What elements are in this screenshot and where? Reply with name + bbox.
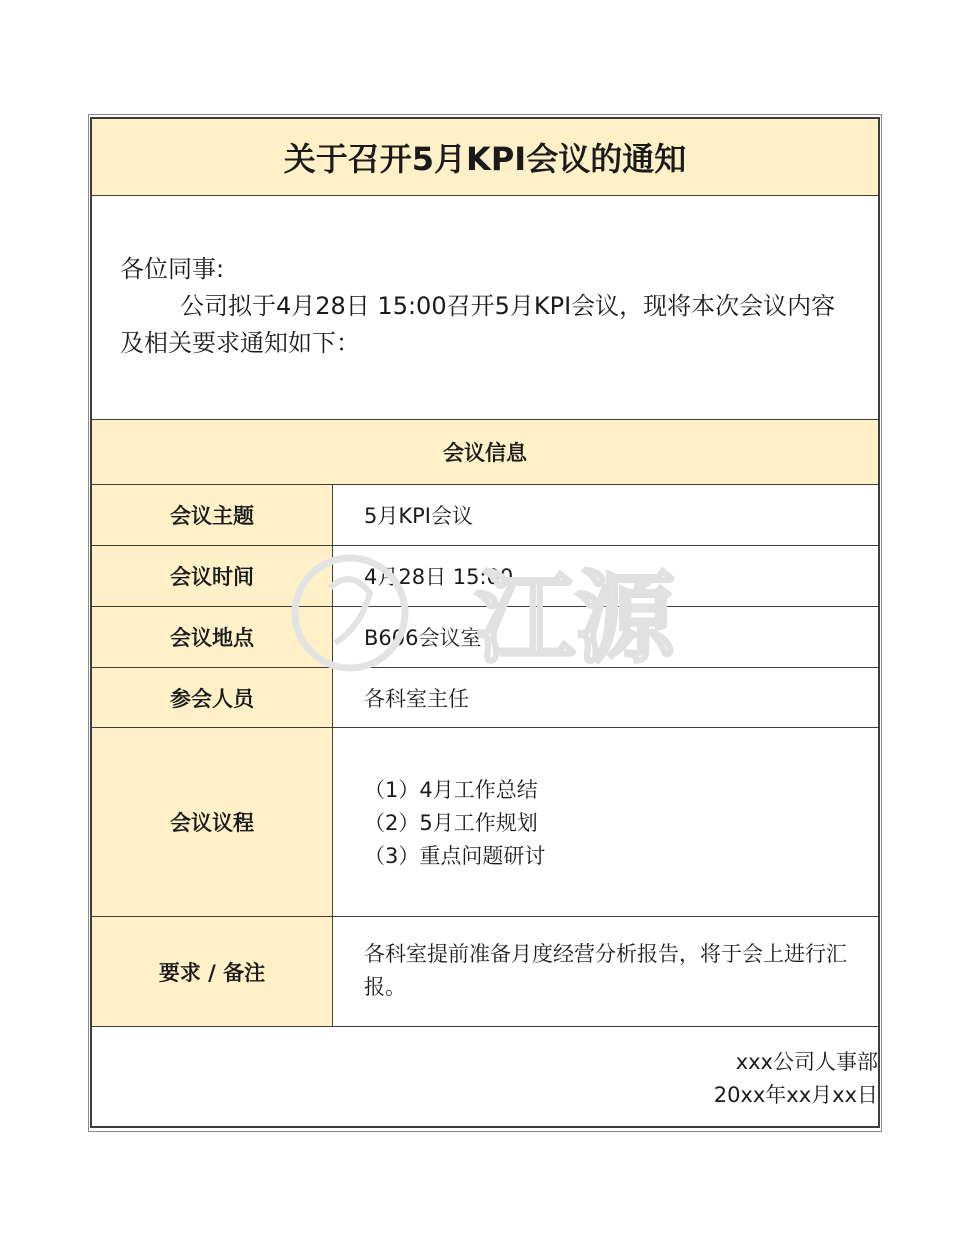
row-label-location: 会议地点 [170, 626, 254, 650]
row-label-time: 会议时间 [170, 565, 254, 589]
agenda-item: （1）4月工作总结 [364, 778, 538, 802]
signature-date: 20xx年xx月xx日 [713, 1083, 878, 1107]
signature-block [714, 1046, 878, 1112]
remark-line-2: 报。 [364, 975, 406, 999]
remark-line-1: 各科室提前准备月度经营分析报告，将于会上进行汇 [364, 942, 847, 966]
remark-text [364, 938, 870, 1004]
row-value-topic: 5月KPI会议 [364, 504, 473, 528]
row-value-time: 4月28日 15:00 [364, 565, 514, 589]
divider [92, 1026, 878, 1027]
row-label-agenda: 会议议程 [170, 811, 254, 835]
agenda-item: （2）5月工作规划 [364, 811, 538, 835]
notice-title: 关于召开5月KPI会议的通知 [283, 140, 687, 178]
watermark-text: 江源 [475, 560, 675, 677]
intro-line [120, 288, 858, 325]
row-value-attendees: 各科室主任 [364, 686, 469, 711]
section-title: 会议信息 [443, 441, 527, 465]
row-label-attendees: 参会人员 [170, 686, 254, 711]
row-label-topic: 会议主题 [170, 504, 254, 528]
signature-department: xxx公司人事部 [735, 1050, 878, 1074]
agenda-item: （3）重点问题研讨 [364, 844, 546, 868]
column-divider [332, 484, 333, 1026]
intro-text [120, 251, 858, 362]
notice-sheet [90, 117, 880, 1128]
divider [92, 195, 878, 196]
greeting: 各位同事: [120, 255, 225, 283]
intro-line-1: 公司拟于4月28日 15:00召开5月KPI会议，现将本次会议内容 [180, 292, 836, 320]
row-label-remark: 要求 / 备注 [158, 960, 266, 985]
row-value-location: B606会议室 [364, 626, 482, 650]
intro-line-2: 及相关要求通知如下： [120, 329, 360, 357]
agenda-list [364, 774, 545, 873]
